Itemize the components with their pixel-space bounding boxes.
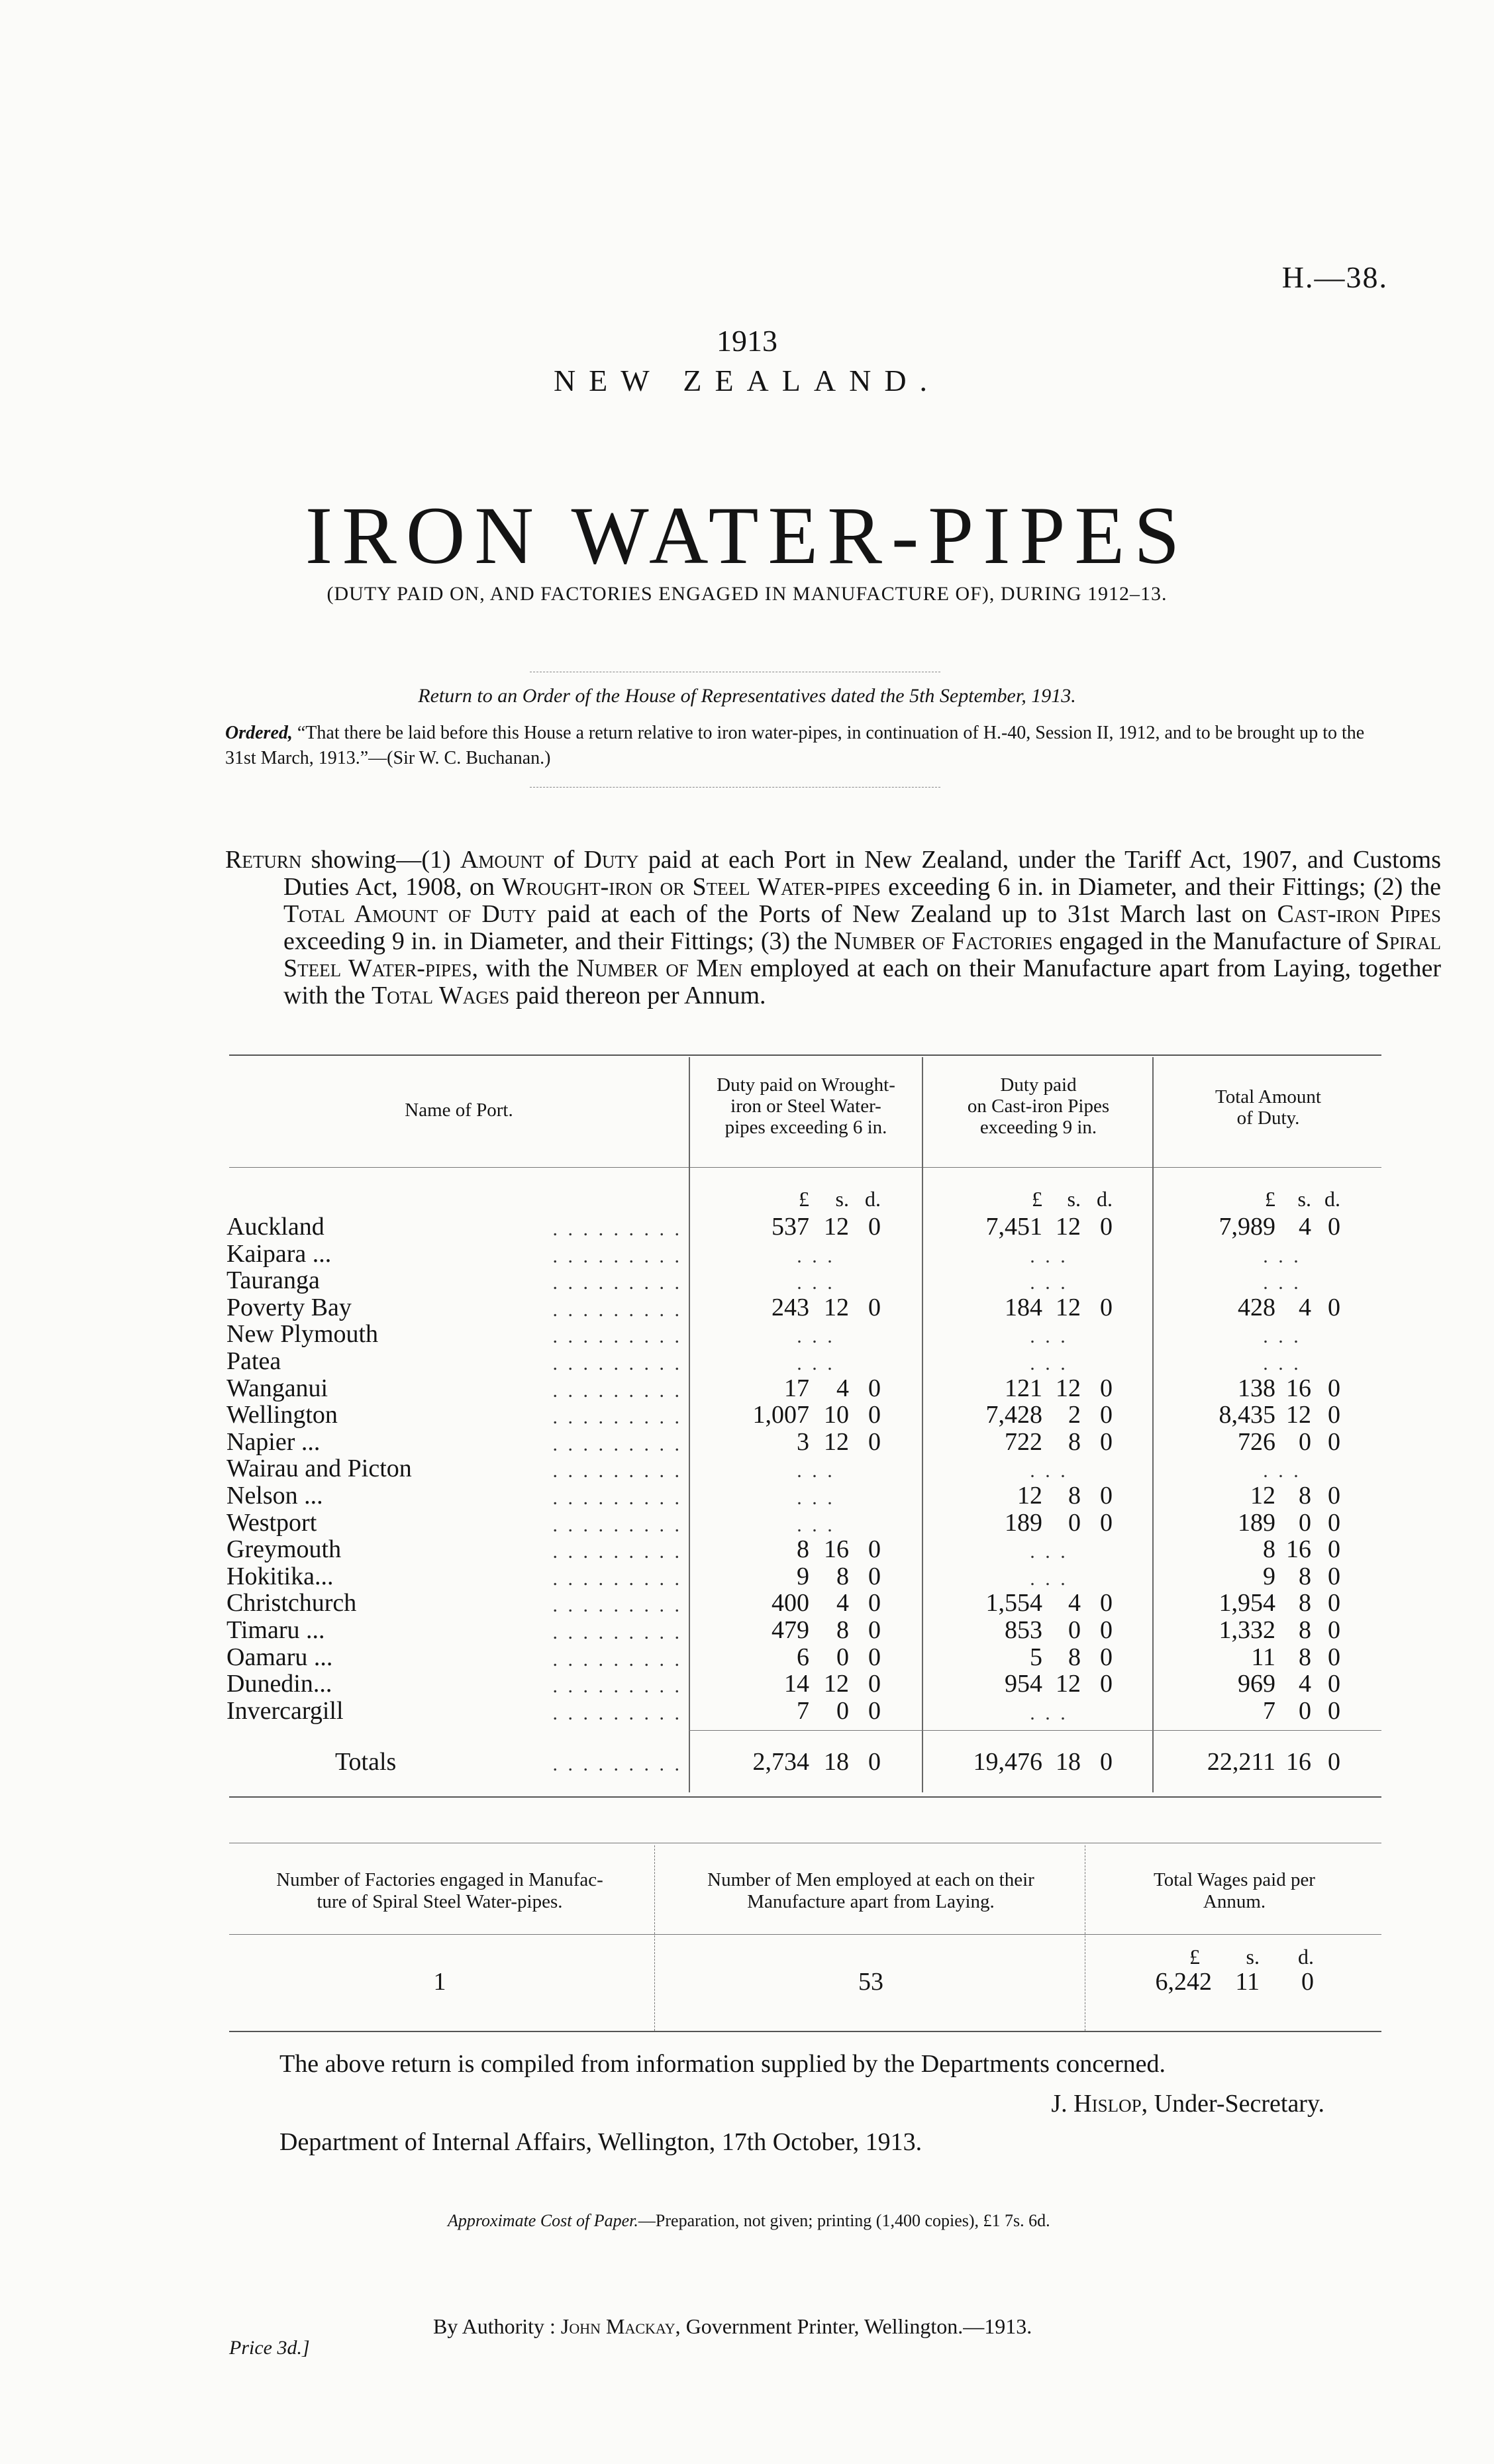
cost-label: Approximate Cost of Paper. — [448, 2211, 638, 2230]
amount-pounds: 479 — [772, 1616, 809, 1644]
unit-pound: £ — [1265, 1187, 1275, 1211]
dot-leader: . . . . . . . . . — [552, 1621, 682, 1643]
amount-pence: 0 — [1100, 1589, 1113, 1617]
dot-leader: . . . . . . . . . — [552, 1594, 682, 1617]
amount-pence: 0 — [868, 1293, 881, 1321]
empty-mark: . . . — [1030, 1702, 1068, 1724]
amount-pence: 0 — [1100, 1616, 1113, 1644]
header-wrought-line: Duty paid on Wrought- — [717, 1074, 895, 1096]
amount-pence: 0 — [1100, 1401, 1113, 1429]
total-shillings: 18 — [1056, 1748, 1081, 1776]
port-name: Greymouth — [226, 1535, 342, 1564]
para-text: of — [544, 846, 584, 874]
para-text: showing—(1) — [301, 846, 460, 874]
header-factories-line: Number of Factories engaged in Manufac- — [276, 1869, 603, 1890]
amount-shillings: 8 — [1299, 1562, 1311, 1590]
header-wages-line: Total Wages paid per — [1154, 1869, 1315, 1890]
total-pence: 0 — [1328, 1748, 1340, 1776]
wages-pence: 0 — [1301, 1968, 1314, 1996]
amount-pounds: 243 — [772, 1293, 809, 1321]
port-name: Poverty Bay — [226, 1293, 352, 1321]
amount-shillings: 0 — [1299, 1508, 1311, 1537]
amount-pounds: 400 — [772, 1589, 809, 1617]
empty-mark: . . . — [1263, 1272, 1301, 1294]
para-text: paid at each Port in New Zealand, under the Tariff Act, 1907, and Customs Duties Act, 1908, on — [283, 846, 1441, 901]
empty-mark: . . . — [1030, 1272, 1068, 1294]
dot-leader: . . . . . . . . . — [552, 1325, 682, 1348]
amount-pence: 0 — [1328, 1670, 1340, 1698]
para-text: employed at each on their Manufacture apart from Laying, together with the — [283, 954, 1441, 1009]
header-cast — [924, 1074, 1152, 1138]
empty-mark: . . . — [797, 1460, 835, 1482]
unit-pence: d. — [865, 1187, 881, 1211]
factories-header-rule — [229, 1934, 1381, 1935]
amount-shillings: 12 — [1056, 1213, 1081, 1241]
column-divider — [1152, 1057, 1154, 1792]
amount-shillings: 16 — [824, 1535, 849, 1564]
return-keyword: Return — [225, 846, 302, 874]
amount-shillings: 8 — [1299, 1482, 1311, 1510]
amount-shillings: 8 — [1299, 1643, 1311, 1671]
unit-shilling: s. — [1067, 1187, 1081, 1211]
dot-leader: . . . . . . . . . — [552, 1487, 682, 1509]
amount-pounds: 7 — [1263, 1696, 1275, 1725]
wages-shillings: 11 — [1235, 1968, 1260, 1996]
amount-pounds: 138 — [1238, 1374, 1275, 1402]
dot-leader: . . . . . . . . . — [552, 1379, 682, 1402]
amount-pence: 0 — [1328, 1482, 1340, 1510]
amount-shillings: 4 — [836, 1589, 849, 1617]
amount-pounds: 12 — [1250, 1482, 1275, 1510]
header-total-line: of Duty. — [1236, 1107, 1300, 1129]
port-name: Christchurch — [226, 1589, 357, 1617]
amount-shillings: 4 — [1299, 1293, 1311, 1321]
header-total — [1155, 1086, 1381, 1129]
unit-pound: £ — [1189, 1945, 1200, 1969]
empty-mark: . . . — [797, 1353, 835, 1374]
para-smallcaps: Total Wages — [371, 982, 510, 1009]
unit-shilling: s. — [835, 1187, 849, 1211]
amount-pence: 0 — [868, 1562, 881, 1590]
amount-pence: 0 — [1100, 1508, 1113, 1537]
amount-pence: 0 — [1328, 1427, 1340, 1456]
amount-pounds: 121 — [1005, 1374, 1042, 1402]
amount-pounds: 954 — [1005, 1670, 1042, 1698]
amount-shillings: 8 — [836, 1616, 849, 1644]
amount-pounds: 1,007 — [752, 1401, 809, 1429]
empty-mark: . . . — [1030, 1353, 1068, 1374]
amount-shillings: 16 — [1286, 1374, 1311, 1402]
total-shillings: 18 — [824, 1748, 849, 1776]
para-smallcaps: Number of Factories — [834, 927, 1053, 955]
amount-pence: 0 — [1100, 1293, 1113, 1321]
total-shillings: 16 — [1286, 1748, 1311, 1776]
amount-shillings: 4 — [1068, 1589, 1081, 1617]
dot-leader: . . . . . . . . . — [552, 1245, 682, 1267]
ordered-text — [225, 721, 1377, 771]
column-divider — [922, 1057, 923, 1792]
page-title: IRON WATER-PIPES — [305, 490, 1189, 581]
unit-pence: d. — [1097, 1187, 1113, 1211]
unit-pence: d. — [1324, 1187, 1340, 1211]
port-name: Invercargill — [226, 1696, 344, 1725]
amount-shillings: 8 — [1299, 1589, 1311, 1617]
header-wages-line: Annum. — [1203, 1891, 1266, 1912]
amount-pence: 0 — [1328, 1374, 1340, 1402]
total-pounds: 2,734 — [752, 1748, 809, 1776]
unit-pence: d. — [1298, 1945, 1314, 1969]
amount-shillings: 12 — [1286, 1401, 1311, 1429]
amount-pence: 0 — [1100, 1670, 1113, 1698]
header-wrought-line: pipes exceeding 6 in. — [724, 1117, 887, 1138]
amount-pence: 0 — [1328, 1589, 1340, 1617]
port-name: Tauranga — [226, 1266, 320, 1295]
amount-pence: 0 — [1328, 1508, 1340, 1537]
empty-mark: . . . — [1263, 1460, 1301, 1482]
port-name: Patea — [226, 1347, 281, 1375]
unit-pound: £ — [799, 1187, 809, 1211]
header-cast-line: on Cast-iron Pipes — [967, 1096, 1110, 1117]
port-name: New Plymouth — [226, 1320, 379, 1349]
compiled-note: The above return is compiled from information supplied by the Departments concerned. — [279, 2050, 1166, 2078]
amount-shillings: 12 — [1056, 1374, 1081, 1402]
port-name: Wairau and Picton — [226, 1455, 412, 1483]
totals-label: Totals — [335, 1748, 397, 1776]
dot-leader: . . . . . . . . . — [552, 1353, 682, 1374]
amount-shillings: 8 — [1068, 1482, 1081, 1510]
port-name: Auckland — [226, 1213, 324, 1241]
para-text: , with the — [472, 954, 577, 982]
port-name: Kaipara ... — [226, 1239, 332, 1268]
total-pence: 0 — [868, 1748, 881, 1776]
signatory — [1051, 2089, 1324, 2118]
return-order-line: Return to an Order of the House of Representatives dated the 5th September, 1913. — [418, 685, 1076, 707]
header-men-line: Number of Men employed at each on their — [707, 1869, 1034, 1890]
amount-pounds: 189 — [1005, 1508, 1042, 1537]
amount-pence: 0 — [1328, 1562, 1340, 1590]
para-smallcaps: Spiral Steel Water-pipes — [283, 927, 1441, 982]
amount-pence: 0 — [1100, 1643, 1113, 1671]
empty-mark: . . . — [797, 1487, 835, 1509]
price: Price 3d.] — [229, 2337, 310, 2359]
amount-pence: 0 — [1328, 1401, 1340, 1429]
port-name: Timaru ... — [226, 1616, 325, 1644]
header-men — [657, 1869, 1085, 1913]
total-pounds: 19,476 — [973, 1748, 1042, 1776]
totals-rule — [689, 1730, 1381, 1731]
amount-pounds: 17 — [784, 1374, 809, 1402]
header-cast-line: Duty paid — [1000, 1074, 1077, 1096]
amount-pence: 0 — [1328, 1696, 1340, 1725]
amount-shillings: 12 — [1056, 1670, 1081, 1698]
amount-pounds: 6 — [797, 1643, 809, 1671]
port-name: Napier ... — [226, 1427, 321, 1456]
amount-pounds: 9 — [1263, 1562, 1275, 1590]
factories-bottom-rule — [229, 2031, 1381, 2032]
amount-pence: 0 — [868, 1643, 881, 1671]
amount-pounds: 1,332 — [1219, 1616, 1275, 1644]
dot-leader: . . . . . . . . . — [552, 1433, 682, 1455]
amount-shillings: 0 — [836, 1696, 849, 1725]
authority-prefix: By Authority : — [433, 2314, 556, 2338]
unit-shilling: s. — [1246, 1945, 1260, 1969]
unit-shilling: s. — [1297, 1187, 1311, 1211]
amount-shillings: 8 — [1299, 1616, 1311, 1644]
amount-pounds: 7,451 — [985, 1213, 1042, 1241]
para-smallcaps: Amount — [460, 846, 544, 874]
port-name: Dunedin... — [226, 1670, 332, 1698]
table-bottom-rule — [229, 1796, 1381, 1798]
amount-pence: 0 — [868, 1670, 881, 1698]
table-top-rule — [229, 1054, 1381, 1056]
amount-pence: 0 — [1100, 1213, 1113, 1241]
amount-shillings: 12 — [824, 1670, 849, 1698]
amount-shillings: 16 — [1286, 1535, 1311, 1564]
amount-pounds: 184 — [1005, 1293, 1042, 1321]
para-text: exceeding 9 in. in Diameter, and their Fittings; (3) the — [283, 927, 834, 955]
empty-mark: . . . — [797, 1272, 835, 1294]
signatory-name: J. Hislop, — [1051, 2090, 1148, 2118]
empty-mark: . . . — [1263, 1245, 1301, 1267]
amount-pence: 0 — [1328, 1293, 1340, 1321]
amount-pence: 0 — [1100, 1482, 1113, 1510]
amount-pence: 0 — [1328, 1643, 1340, 1671]
amount-pounds: 7,989 — [1219, 1213, 1275, 1241]
header-wrought-line: iron or Steel Water- — [730, 1096, 881, 1117]
amount-shillings: 4 — [1299, 1670, 1311, 1698]
empty-mark: . . . — [1030, 1325, 1068, 1348]
authority-line — [433, 2314, 1032, 2339]
para-text: exceeding 6 in. in Diameter, and their Fittings; (2) the — [880, 873, 1441, 901]
port-name: Hokitika... — [226, 1562, 334, 1590]
header-wrought — [691, 1074, 921, 1138]
amount-pounds: 1,954 — [1219, 1589, 1275, 1617]
table-header-rule — [229, 1167, 1381, 1168]
amount-pence: 0 — [868, 1401, 881, 1429]
column-divider — [689, 1057, 690, 1792]
header-cast-line: exceeding 9 in. — [979, 1117, 1097, 1138]
amount-shillings: 0 — [1068, 1616, 1081, 1644]
page-subtitle: (DUTY PAID ON, AND FACTORIES ENGAGED IN MANUFACTURE OF), DURING 1912–13. — [326, 583, 1168, 605]
empty-mark: . . . — [1030, 1567, 1068, 1590]
dot-leader: . . . . . . . . . — [552, 1541, 682, 1563]
authority-suffix: Government Printer, Wellington.—1913. — [685, 2314, 1032, 2338]
amount-pence: 0 — [868, 1696, 881, 1725]
empty-mark: . . . — [1263, 1353, 1301, 1374]
empty-mark: . . . — [1030, 1245, 1068, 1267]
amount-pounds: 14 — [784, 1670, 809, 1698]
column-divider — [654, 1845, 655, 2031]
amount-pounds: 8,435 — [1219, 1401, 1275, 1429]
amount-pence: 0 — [1328, 1535, 1340, 1564]
year: 1913 — [717, 324, 777, 358]
para-smallcaps: Wrought-iron or Steel Water-pipes — [502, 873, 881, 901]
header-men-line: Manufacture apart from Laying. — [747, 1891, 995, 1912]
amount-pounds: 5 — [1030, 1643, 1042, 1671]
port-name: Nelson ... — [226, 1482, 323, 1510]
total-pounds: 22,211 — [1207, 1748, 1275, 1776]
para-text: engaged in the Manufacture of — [1052, 927, 1375, 955]
cost-note — [448, 2211, 1050, 2231]
amount-shillings: 0 — [1299, 1427, 1311, 1456]
cost-text: —Preparation, not given; printing (1,400 copies), £1 7s. 6d. — [638, 2211, 1050, 2230]
empty-mark: . . . — [797, 1245, 835, 1267]
amount-pence: 0 — [868, 1213, 881, 1241]
wages-pounds: 6,242 — [1155, 1968, 1212, 1996]
amount-pence: 0 — [1328, 1616, 1340, 1644]
dot-leader: . . . . . . . . . — [552, 1702, 682, 1724]
signatory-title: Under-Secretary. — [1154, 2090, 1324, 2118]
amount-pounds: 853 — [1005, 1616, 1042, 1644]
amount-shillings: 12 — [1056, 1293, 1081, 1321]
para-smallcaps: Total Amount of Duty — [283, 900, 537, 928]
amount-shillings: 0 — [1299, 1696, 1311, 1725]
para-text: paid thereon per Annum. — [509, 982, 766, 1009]
header-total-line: Total Amount — [1215, 1086, 1321, 1107]
amount-pence: 0 — [868, 1589, 881, 1617]
dot-leader: . . . . . . . . . — [552, 1514, 682, 1536]
amount-pence: 0 — [868, 1535, 881, 1564]
para-smallcaps: Duty — [583, 846, 639, 874]
dot-leader: . . . . . . . . . — [552, 1648, 682, 1670]
dot-leader: . . . . . . . . . — [552, 1298, 682, 1321]
amount-pounds: 189 — [1238, 1508, 1275, 1537]
amount-pounds: 722 — [1005, 1427, 1042, 1456]
dot-leader: . . . . . . . . . — [552, 1272, 682, 1294]
amount-pounds: 969 — [1238, 1670, 1275, 1698]
amount-shillings: 0 — [1068, 1508, 1081, 1537]
dot-leader: . . . . . . . . . — [552, 1406, 682, 1429]
amount-shillings: 8 — [1068, 1643, 1081, 1671]
amount-pounds: 12 — [1017, 1482, 1042, 1510]
dot-leader: . . . . . . . . . — [552, 1675, 682, 1698]
total-pence: 0 — [1100, 1748, 1113, 1776]
dot-leader: . . . . . . . . . — [552, 1218, 682, 1240]
department-line: Department of Internal Affairs, Wellington, 17th October, 1913. — [279, 2128, 922, 2156]
empty-mark: . . . — [1030, 1460, 1068, 1482]
amount-shillings: 12 — [824, 1293, 849, 1321]
amount-shillings: 4 — [836, 1374, 849, 1402]
amount-pounds: 537 — [772, 1213, 809, 1241]
authority-name: John Mackay, — [560, 2314, 681, 2338]
amount-pounds: 8 — [797, 1535, 809, 1564]
port-name: Wellington — [226, 1401, 338, 1429]
ordered-label: Ordered, — [225, 723, 293, 743]
port-name: Westport — [226, 1508, 317, 1537]
amount-shillings: 12 — [824, 1213, 849, 1241]
amount-pence: 0 — [868, 1427, 881, 1456]
amount-shillings: 4 — [1299, 1213, 1311, 1241]
empty-mark: . . . — [797, 1514, 835, 1536]
amount-pounds: 11 — [1251, 1643, 1275, 1671]
header-factories — [225, 1869, 654, 1913]
dot-leader: . . . . . . . . . — [552, 1460, 682, 1482]
factories-count: 1 — [433, 1968, 446, 1996]
amount-shillings: 2 — [1068, 1401, 1081, 1429]
amount-pounds: 428 — [1238, 1293, 1275, 1321]
amount-pounds: 726 — [1238, 1427, 1275, 1456]
men-count: 53 — [858, 1968, 883, 1996]
amount-pence: 0 — [868, 1616, 881, 1644]
amount-pence: 0 — [1328, 1213, 1340, 1241]
empty-mark: . . . — [797, 1325, 835, 1348]
amount-pounds: 9 — [797, 1562, 809, 1590]
amount-pounds: 7 — [797, 1696, 809, 1725]
divider — [530, 787, 940, 788]
unit-pound: £ — [1032, 1187, 1042, 1211]
para-smallcaps: Number of Men — [576, 954, 743, 982]
port-name: Oamaru ... — [226, 1643, 333, 1671]
ordered-body: “That there be laid before this House a return relative to iron water-pipes, in continuation of H.-40, Session II, 1912, and to be brought up to the 31st March, 1913.”—(Sir W. C. Buchanan.) — [225, 723, 1365, 768]
amount-shillings: 10 — [824, 1401, 849, 1429]
amount-pounds: 7,428 — [985, 1401, 1042, 1429]
port-name: Wanganui — [226, 1374, 328, 1402]
amount-shillings: 12 — [824, 1427, 849, 1456]
dot-leader: . . . . . . . . . — [552, 1567, 682, 1590]
empty-mark: . . . — [1263, 1325, 1301, 1348]
para-text: paid at each of the Ports of New Zealand up to 31st March last on — [536, 900, 1277, 928]
amount-pence: 0 — [868, 1374, 881, 1402]
amount-shillings: 0 — [836, 1643, 849, 1671]
amount-pence: 0 — [1100, 1427, 1113, 1456]
amount-pounds: 8 — [1263, 1535, 1275, 1564]
amount-shillings: 8 — [836, 1562, 849, 1590]
return-paragraph — [225, 847, 1441, 1009]
para-smallcaps: Cast-iron Pipes — [1277, 900, 1442, 928]
country: NEW ZEALAND. — [553, 364, 941, 397]
empty-mark: . . . — [1030, 1541, 1068, 1563]
amount-pence: 0 — [1100, 1374, 1113, 1402]
header-port: Name of Port. — [405, 1100, 513, 1121]
paper-reference: H.—38. — [1281, 260, 1388, 294]
amount-pounds: 3 — [797, 1427, 809, 1456]
dot-leader: . . . . . . . . . — [552, 1753, 682, 1775]
header-factories-line: ture of Spiral Steel Water-pipes. — [317, 1891, 563, 1912]
header-wages — [1087, 1869, 1381, 1913]
amount-pounds: 1,554 — [985, 1589, 1042, 1617]
amount-shillings: 8 — [1068, 1427, 1081, 1456]
